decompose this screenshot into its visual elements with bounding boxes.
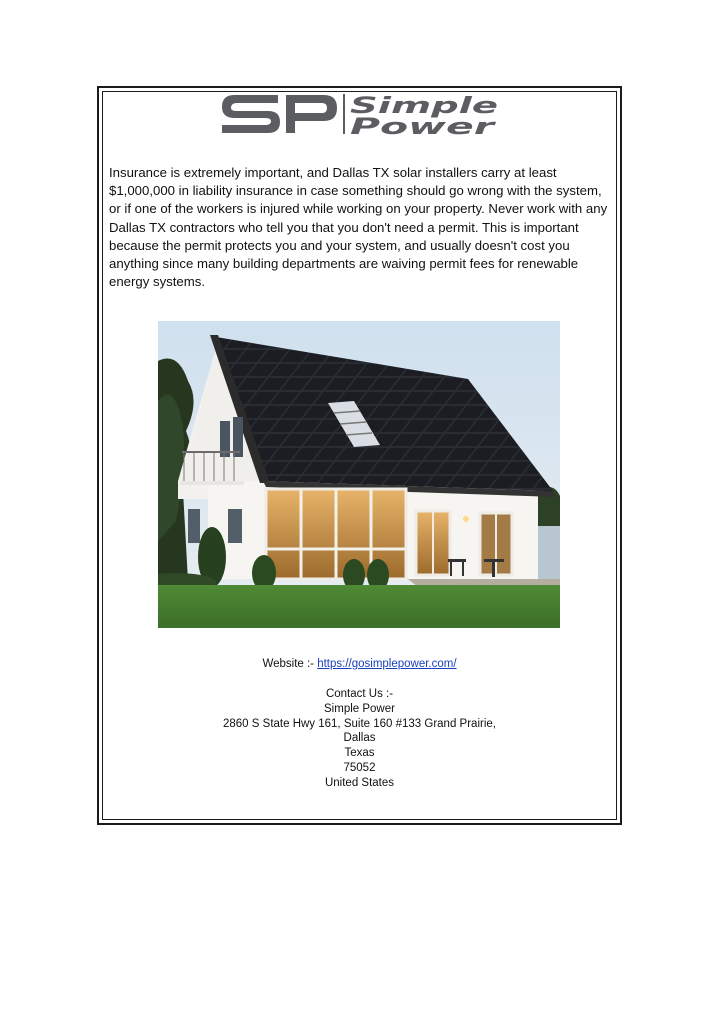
contact-country: United States	[324, 776, 395, 789]
contact-city: Dallas	[343, 732, 376, 745]
website-label: Website :-	[262, 658, 318, 670]
contact-state: Texas	[344, 747, 375, 760]
website-line	[100, 657, 619, 672]
contact-address: 2860 S State Hwy 161, Suite 160 #133 Grand Prairie,	[223, 717, 496, 730]
website-link[interactable]: https://gosimplepower.com/	[317, 658, 457, 670]
simple-power-logo	[220, 92, 502, 136]
contact-company-name: Simple Power	[324, 702, 395, 715]
contact-zip: 75052	[343, 761, 376, 774]
contact-block	[100, 687, 619, 791]
logo-word-simple: Simple	[350, 94, 499, 119]
logo-word-power: Power	[350, 115, 497, 136]
body-paragraph: Insurance is extremely important, and Dallas TX solar installers carry at least $1,000,000 in liability insurance in case something should go wrong with the system, or if one of the workers is injured while working on your property. Never work with any Dallas TX contractors who tell you that you don't need a permit. This is important because the permit protects you and your system, and usually doesn't cost you anything since many building departments are waiving permit fees for renewable energy systems.	[109, 165, 608, 290]
solar-house-photo	[158, 321, 560, 628]
contact-heading: Contact Us :-	[325, 688, 394, 700]
